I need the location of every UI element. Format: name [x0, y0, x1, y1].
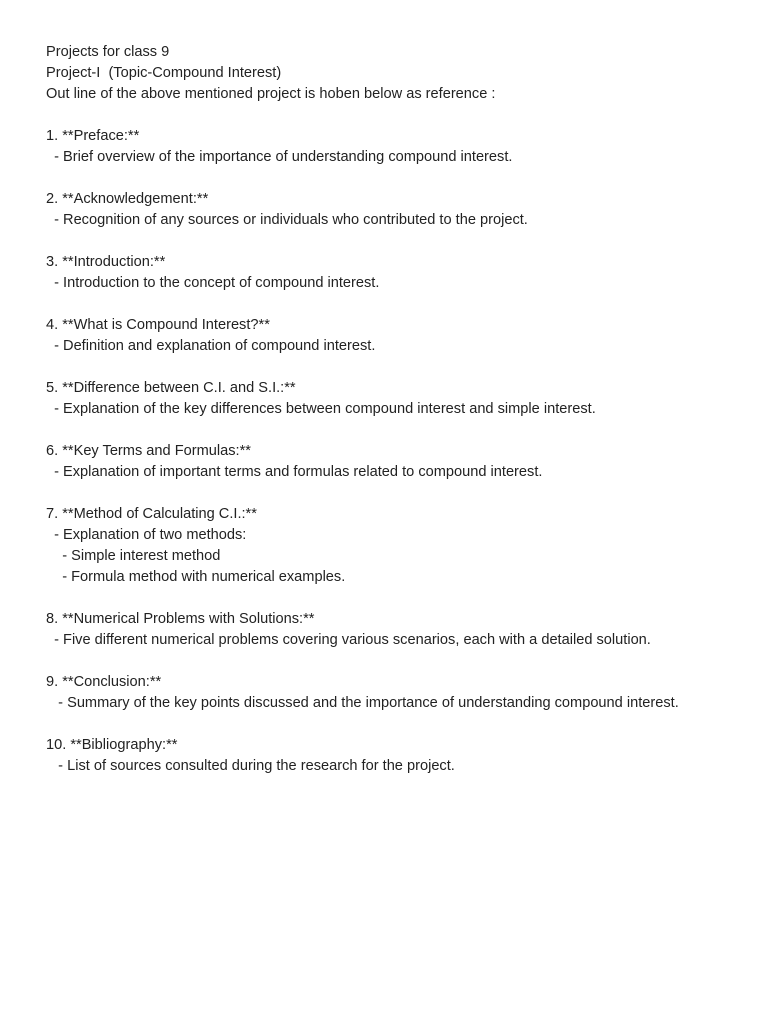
project-title: Project-I (Topic-Compound Interest): [46, 65, 282, 81]
section-gap: [46, 231, 736, 252]
section-gap: [46, 357, 736, 378]
section-heading: 2. **Acknowledgement:**: [46, 191, 209, 207]
section-gap: [46, 588, 736, 609]
section-heading: 8. **Numerical Problems with Solutions:**: [46, 611, 315, 627]
outline-section: [46, 189, 736, 231]
section-point: - List of sources consulted during the research for the project.: [46, 758, 455, 774]
section-gap: [46, 651, 736, 672]
document-body: [46, 42, 736, 777]
outline-section: [46, 378, 736, 420]
section-point: - Recognition of any sources or individuals who contributed to the project.: [46, 212, 528, 228]
section-point: - Five different numerical problems covering various scenarios, each with a detailed solution.: [46, 632, 651, 648]
section-heading: 10. **Bibliography:**: [46, 737, 178, 753]
section-point: - Brief overview of the importance of understanding compound interest.: [46, 149, 513, 165]
section-gap: [46, 483, 736, 504]
section-point: - Introduction to the concept of compound interest.: [46, 275, 380, 291]
section-gap: [46, 294, 736, 315]
outline-section: [46, 126, 736, 168]
section-heading: 4. **What is Compound Interest?**: [46, 317, 270, 333]
section-heading: 1. **Preface:**: [46, 128, 140, 144]
outline-section: [46, 441, 736, 483]
section-gap: [46, 168, 736, 189]
section-gap: [46, 420, 736, 441]
outline-intro: Out line of the above mentioned project is hoben below as reference :: [46, 86, 496, 102]
outline-section: [46, 609, 736, 651]
section-heading: 7. **Method of Calculating C.I.:**: [46, 506, 257, 522]
section-point: - Simple interest method: [46, 548, 221, 564]
section-point: - Explanation of important terms and formulas related to compound interest.: [46, 464, 543, 480]
document-title: Projects for class 9: [46, 44, 170, 60]
section-gap: [46, 714, 736, 735]
outline-section: [46, 504, 736, 588]
outline-sections: [46, 105, 736, 777]
section-heading: 6. **Key Terms and Formulas:**: [46, 443, 251, 459]
outline-section: [46, 672, 736, 714]
section-point: - Explanation of two methods:: [46, 527, 247, 543]
outline-section: [46, 735, 736, 777]
section-point: - Summary of the key points discussed and the importance of understanding compound interest.: [46, 695, 679, 711]
section-heading: 3. **Introduction:**: [46, 254, 166, 270]
section-point: - Explanation of the key differences between compound interest and simple interest.: [46, 401, 596, 417]
section-point: - Definition and explanation of compound interest.: [46, 338, 376, 354]
outline-section: [46, 315, 736, 357]
section-gap: [46, 105, 736, 126]
outline-section: [46, 252, 736, 294]
section-point: - Formula method with numerical examples.: [46, 569, 346, 585]
section-heading: 5. **Difference between C.I. and S.I.:**: [46, 380, 296, 396]
section-heading: 9. **Conclusion:**: [46, 674, 162, 690]
